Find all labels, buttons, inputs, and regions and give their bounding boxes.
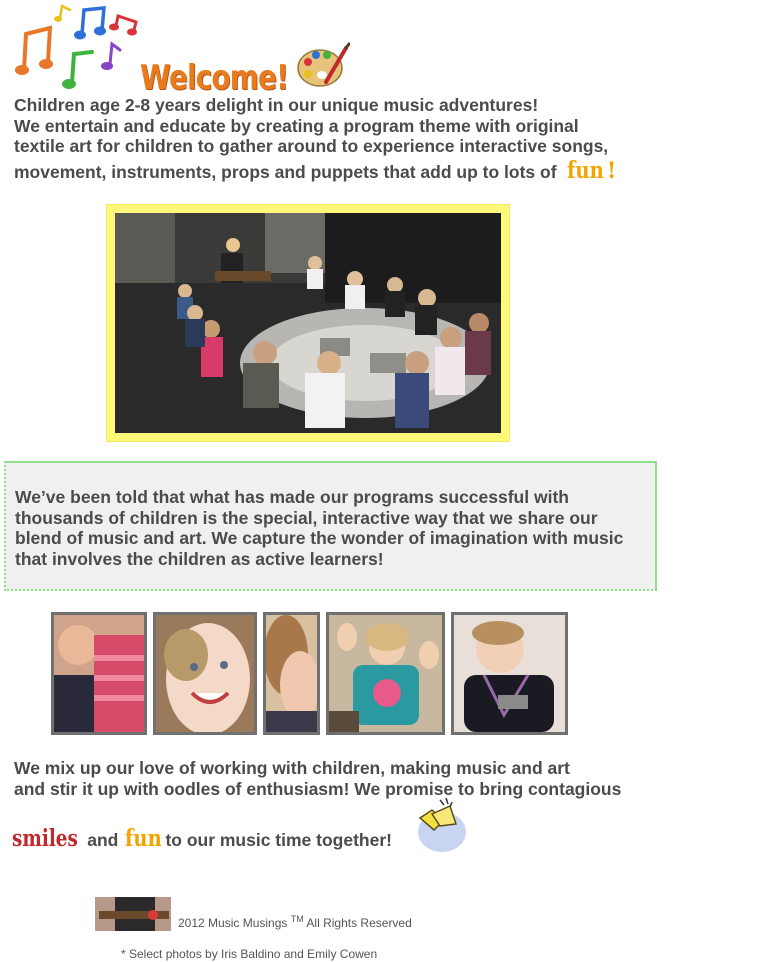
thumbnail-photo bbox=[263, 612, 320, 735]
welcome-title: Welcome! bbox=[140, 58, 289, 98]
thumbnail-photo bbox=[326, 612, 445, 735]
intro-line: We entertain and educate by creating a program theme with original bbox=[14, 115, 579, 136]
paint-palette-icon bbox=[296, 42, 350, 92]
closing-last-line bbox=[12, 825, 392, 852]
thumbnail-photo bbox=[451, 612, 568, 735]
callout-line: thousands of children is the special, interactive way that we share our bbox=[15, 507, 598, 528]
music-notes-icon bbox=[14, 2, 140, 94]
thumbnail-photo bbox=[51, 612, 147, 735]
footer-logo-photo bbox=[95, 897, 171, 931]
callout-line: blend of music and art. We capture the wonder of imagination with music bbox=[15, 528, 624, 548]
children-circle-photo bbox=[115, 213, 501, 433]
fun-exclamation: ! bbox=[606, 157, 617, 184]
intro-paragraph bbox=[14, 95, 674, 182]
main-photo-frame bbox=[106, 204, 510, 442]
intro-line: textile art for children to gather around to experience interactive songs, bbox=[14, 136, 609, 156]
rights-text: All Rights Reserved bbox=[306, 916, 412, 930]
fun-word: fun bbox=[125, 825, 163, 852]
intro-line: Children age 2-8 years delight in our unique music adventures! bbox=[14, 95, 539, 115]
callout-paragraph bbox=[15, 487, 655, 569]
trademark-mark: TM bbox=[290, 914, 304, 924]
intro-line-last bbox=[14, 156, 674, 184]
callout-box bbox=[4, 461, 657, 591]
callout-line: that involves the children as active learners! bbox=[15, 548, 384, 569]
copyright-text: 2012 Music Musings bbox=[178, 916, 288, 930]
closing-line: We mix up our love of working with children, making music and art bbox=[14, 758, 570, 778]
fun-word: fun bbox=[567, 156, 605, 184]
callout-line: We’ve been told that what has made our programs successful with bbox=[15, 487, 569, 507]
and-word: and bbox=[87, 830, 119, 850]
closing-line: to our music time together! bbox=[165, 830, 392, 850]
tambourine-icon bbox=[410, 796, 468, 856]
smiles-word: smiles bbox=[12, 825, 78, 852]
photo-credits: * Select photos by Iris Baldino and Emily Cowen bbox=[121, 947, 378, 961]
closing-line: and stir it up with oodles of enthusiasm! We promise to bring contagious bbox=[14, 778, 622, 799]
intro-line: movement, instruments, props and puppets that add up to lots of bbox=[14, 161, 557, 182]
footer-copyright bbox=[178, 914, 412, 930]
closing-paragraph bbox=[14, 758, 674, 799]
thumbnail-photo bbox=[153, 612, 257, 735]
main-photo bbox=[115, 213, 501, 433]
